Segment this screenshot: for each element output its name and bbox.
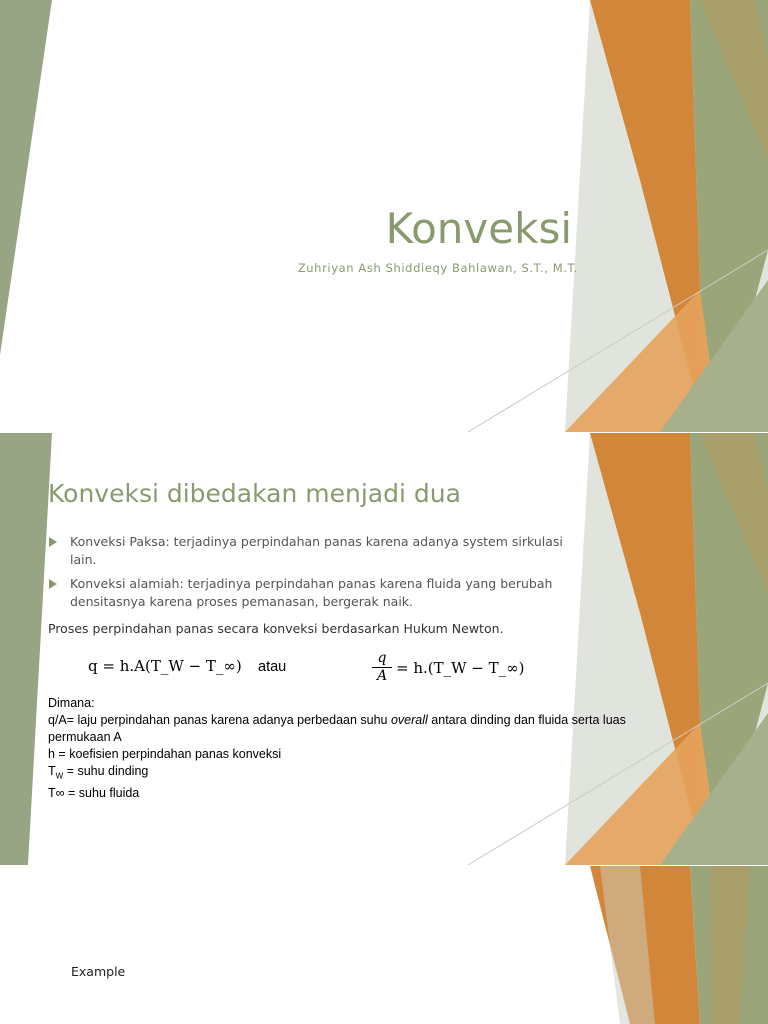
content-slide bbox=[0, 433, 768, 865]
title-slide bbox=[0, 0, 768, 432]
definition-qa-suffix: antara dinding dan fluida serta luas permukaan A bbox=[48, 713, 626, 744]
presentation-author: Zuhriyan Ash Shiddieqy Bahlawan, S.T., M.T. bbox=[297, 261, 578, 275]
newton-law-text: Proses perpindahan panas secara konveksi berdasarkan Hukum Newton. bbox=[48, 621, 504, 636]
triangle-bullet-icon bbox=[49, 579, 57, 589]
equation-separator: atau bbox=[258, 659, 287, 675]
definition-tinf: T∞ = suhu fluida bbox=[48, 785, 140, 800]
list-item bbox=[48, 533, 588, 569]
definition-qa bbox=[48, 712, 628, 746]
definition-h: h = koefisien perpindahan panas konveksi bbox=[48, 747, 282, 761]
bullet-text: Konveksi Paksa: terjadinya perpindahan panas karena adanya system sirkulasi lain. bbox=[70, 534, 563, 567]
bullet-text: Konveksi alamiah: terjadinya perpindahan panas karena fluida yang berubah densitasnya karena proses pemanasan, bergerak naik. bbox=[70, 576, 553, 609]
slide-decoration bbox=[0, 866, 768, 1024]
example-slide bbox=[0, 866, 768, 1024]
triangle-bullet-icon bbox=[49, 537, 57, 547]
bullet-list bbox=[48, 533, 588, 617]
definitions-heading: Dimana: bbox=[48, 696, 95, 710]
slide-decoration bbox=[0, 0, 768, 432]
presentation-title: Konveksi bbox=[385, 204, 572, 253]
equation-flux: = h.(T_W − T_∞) bbox=[396, 659, 525, 677]
definition-qa-italic: overall bbox=[390, 713, 428, 727]
fraction-denominator: A bbox=[376, 668, 388, 684]
fraction-numerator: q bbox=[372, 650, 392, 668]
example-label: Example bbox=[71, 964, 126, 979]
equation-newton: q = h.A(T_W − T_∞) bbox=[88, 657, 242, 675]
slide-title: Konveksi dibedakan menjadi dua bbox=[48, 479, 461, 508]
definition-tw: $T_W$ = suhu dinding bbox=[48, 764, 149, 781]
definition-qa-prefix: q/A= laju perpindahan panas karena adanya perbedaan suhu bbox=[48, 713, 391, 727]
equation-fraction bbox=[372, 650, 392, 685]
definition-tw-text: = suhu dinding bbox=[66, 764, 149, 778]
list-item bbox=[48, 575, 588, 611]
definitions bbox=[48, 695, 628, 802]
